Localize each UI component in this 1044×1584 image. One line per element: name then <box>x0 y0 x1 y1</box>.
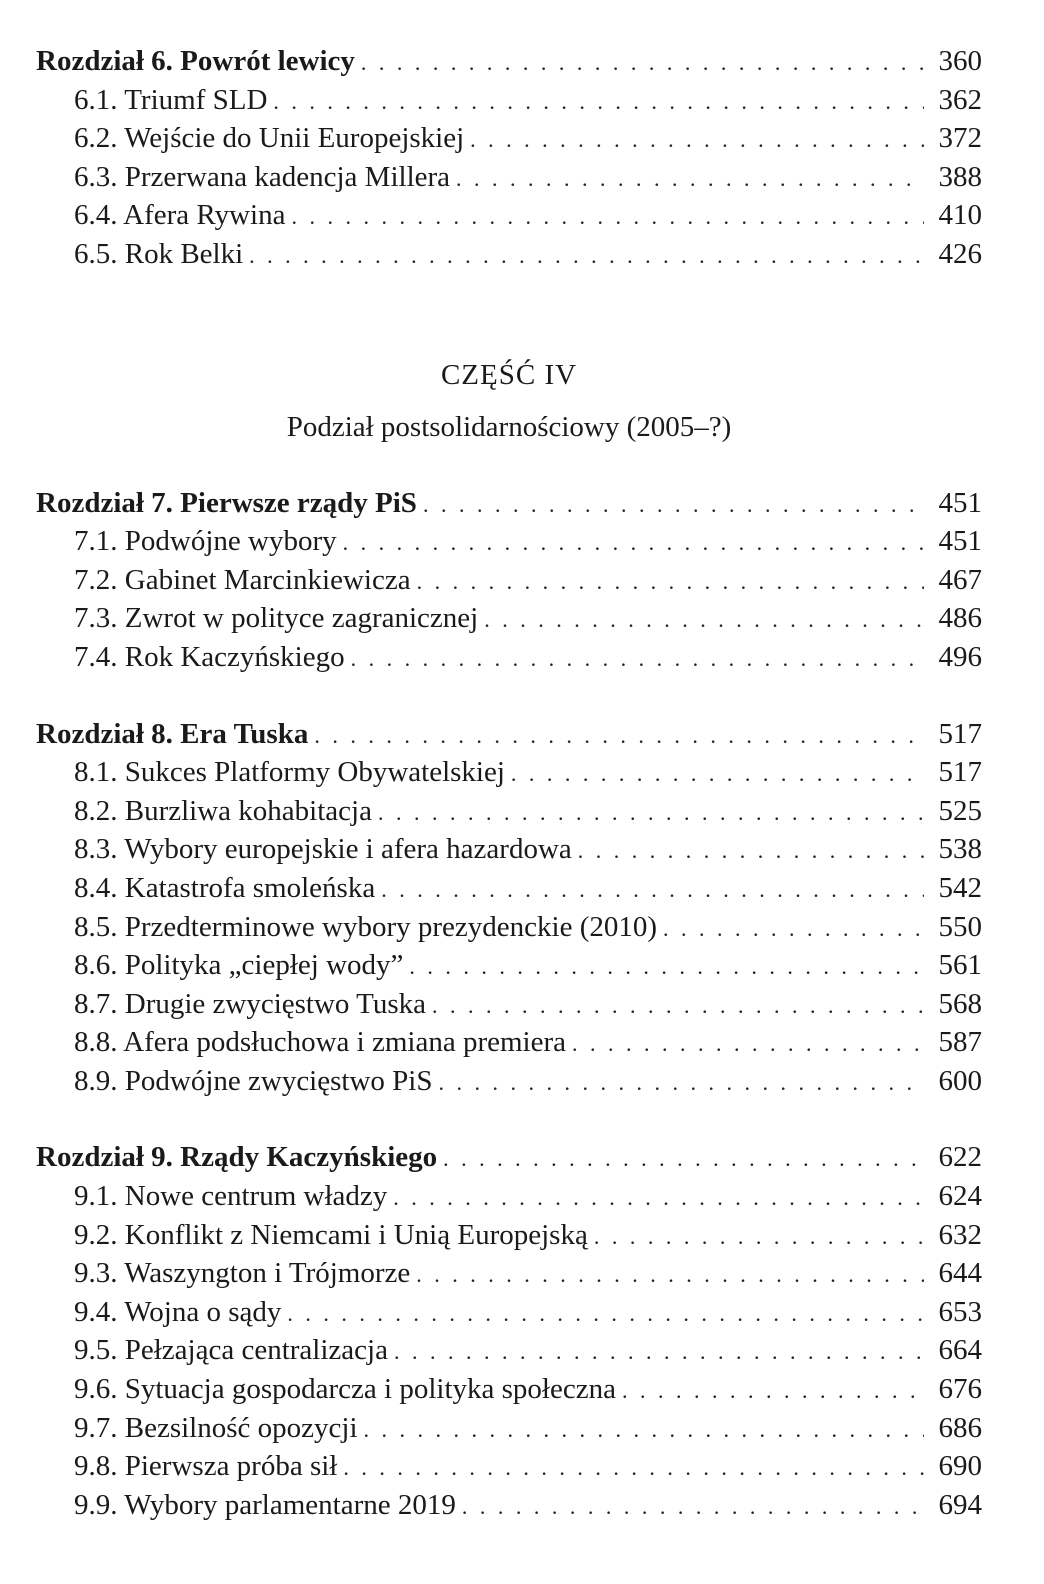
toc-entry <box>36 792 982 831</box>
dot-leader <box>594 1218 924 1257</box>
dot-leader <box>343 524 924 563</box>
entry-title: 9.2. Konflikt z Niemcami i Unią Europejską <box>74 1218 588 1251</box>
entry-title: 8.5. Przedterminowe wybory prezydenckie (2010) <box>74 910 658 943</box>
page-number: 426 <box>938 237 982 270</box>
page-number: 372 <box>938 122 982 155</box>
entry-title: 8.7. Drugie zwycięstwo Tuska <box>74 987 427 1020</box>
toc-entry <box>36 1331 982 1370</box>
page-number: 451 <box>938 486 982 519</box>
page-number: 451 <box>938 525 982 558</box>
page-number: 410 <box>938 199 982 232</box>
dot-leader <box>572 1025 924 1064</box>
dot-leader <box>287 1295 924 1334</box>
entry-title: 9.1. Nowe centrum władzy <box>74 1180 388 1213</box>
entry-title: 6.2. Wejście do Unii Europejskiej <box>74 122 465 155</box>
toc-entry <box>36 1486 982 1525</box>
entry-title: 8.8. Afera podsłuchowa i zmiana premiera <box>74 1026 567 1059</box>
part-subtitle: Podział postsolidarnościowy (2005–?) <box>286 410 732 443</box>
page-number: 686 <box>938 1411 982 1444</box>
toc-entry <box>36 235 982 274</box>
entry-title: 9.5. Pełzająca centralizacja <box>74 1334 388 1367</box>
toc-entry <box>36 985 982 1024</box>
chapter-9-section <box>36 1138 982 1524</box>
page-number: 467 <box>938 563 982 596</box>
chapter-6-entry <box>36 42 982 81</box>
entry-title: 8.6. Polityka „ciepłej wody” <box>74 949 404 982</box>
page-number: 568 <box>938 987 982 1020</box>
page-number: 561 <box>938 949 982 982</box>
entry-title: 9.6. Sytuacja gospodarcza i polityka społeczna <box>74 1373 616 1406</box>
page-number: 653 <box>938 1295 982 1328</box>
toc-entry <box>36 81 982 120</box>
page-number: 622 <box>938 1141 982 1174</box>
page-number: 624 <box>938 1180 982 1213</box>
toc-entry <box>36 561 982 600</box>
dot-leader <box>578 832 924 871</box>
entry-title: 6.3. Przerwana kadencja Millera <box>74 160 451 193</box>
entry-title: 8.1. Sukces Platformy Obywatelskiej <box>74 756 505 789</box>
entry-title: 7.1. Podwójne wybory <box>74 525 337 558</box>
dot-leader <box>351 640 924 679</box>
dot-leader <box>484 601 924 640</box>
dot-leader <box>443 1140 924 1179</box>
toc-entry <box>36 1409 982 1448</box>
page-number: 587 <box>938 1026 982 1059</box>
dot-leader <box>438 1064 924 1103</box>
page-number: 538 <box>938 833 982 866</box>
dot-leader <box>364 1411 924 1450</box>
toc-entry <box>36 1254 982 1293</box>
chapter-8-entry <box>36 715 982 754</box>
page-number: 486 <box>938 602 982 635</box>
chapter-6-section <box>36 42 982 274</box>
chapter-8-section <box>36 715 982 1101</box>
page-number: 360 <box>938 45 982 77</box>
page-number: 694 <box>938 1488 982 1521</box>
chapter-title: Rozdział 7. Pierwsze rządy PiS <box>36 486 417 519</box>
toc-entry <box>36 1062 982 1101</box>
entry-title: 7.2. Gabinet Marcinkiewicza <box>74 563 411 596</box>
chapter-title: Rozdział 8. Era Tuska <box>36 717 309 750</box>
toc-entry <box>36 1370 982 1409</box>
toc-entry <box>36 1216 982 1255</box>
page-number: 664 <box>938 1334 982 1367</box>
toc-entry <box>36 753 982 792</box>
dot-leader <box>417 563 924 602</box>
page-number: 517 <box>938 756 982 789</box>
entry-title: 7.4. Rok Kaczyńskiego <box>74 640 345 673</box>
page-number: 542 <box>938 871 982 904</box>
entry-title: 8.9. Podwójne zwycięstwo PiS <box>74 1064 433 1097</box>
entry-title: 9.3. Waszyngton i Trójmorze <box>74 1257 411 1290</box>
dot-leader <box>381 871 924 910</box>
chapter-7-section <box>36 484 982 677</box>
dot-leader <box>456 160 924 199</box>
entry-title: 7.3. Zwrot w polityce zagranicznej <box>74 602 479 635</box>
page-number: 644 <box>938 1257 982 1290</box>
page-number: 496 <box>938 640 982 673</box>
entry-title: 6.4. Afera Rywina <box>74 199 286 232</box>
dot-leader <box>361 44 924 83</box>
toc-entry <box>36 638 982 677</box>
toc-entry <box>36 869 982 908</box>
dot-leader <box>462 1488 924 1527</box>
entry-title: 9.9. Wybory parlamentarne 2019 <box>74 1488 456 1521</box>
page-number: 517 <box>938 717 982 750</box>
dot-leader <box>343 1449 924 1488</box>
dot-leader <box>273 83 924 122</box>
dot-leader <box>663 910 924 949</box>
entry-title: 9.8. Pierwsza próba sił <box>74 1450 338 1483</box>
dot-leader <box>249 237 924 276</box>
dot-leader <box>291 198 924 237</box>
part-heading: CZĘŚĆ IV <box>440 358 578 391</box>
dot-leader <box>314 717 924 756</box>
page-number: 632 <box>938 1218 982 1251</box>
chapter-7-entry <box>36 484 982 523</box>
table-of-contents <box>36 42 982 1562</box>
toc-entry <box>36 1293 982 1332</box>
page-number: 690 <box>938 1450 982 1483</box>
toc-entry <box>36 1447 982 1486</box>
entry-title: 9.7. Bezsilność opozycji <box>74 1411 358 1444</box>
dot-leader <box>394 1333 924 1372</box>
toc-entry <box>36 158 982 197</box>
toc-entry <box>36 119 982 158</box>
page-number: 600 <box>938 1064 982 1097</box>
toc-entry <box>36 830 982 869</box>
chapter-title: Rozdział 9. Rządy Kaczyńskiego <box>36 1141 438 1174</box>
dot-leader <box>622 1372 924 1411</box>
dot-leader <box>470 121 924 160</box>
dot-leader <box>393 1179 924 1218</box>
entry-title: 6.1. Triumf SLD <box>74 83 268 116</box>
dot-leader <box>416 1256 924 1295</box>
entry-title: 8.4. Katastrofa smoleńska <box>74 871 376 904</box>
page-number: 676 <box>938 1373 982 1406</box>
toc-entry <box>36 1177 982 1216</box>
page-number: 362 <box>938 83 982 116</box>
entry-title: 8.3. Wybory europejskie i afera hazardowa <box>74 833 572 866</box>
page-number: 550 <box>938 910 982 943</box>
dot-leader <box>423 486 924 525</box>
page-number: 388 <box>938 160 982 193</box>
page-number: 525 <box>938 794 982 827</box>
toc-entry <box>36 196 982 235</box>
toc-entry <box>36 522 982 561</box>
entry-title: 8.2. Burzliwa kohabitacja <box>74 794 372 827</box>
chapter-title: Rozdział 6. Powrót lewicy <box>36 45 355 77</box>
part-4-heading-block <box>36 356 982 446</box>
toc-entry <box>36 946 982 985</box>
dot-leader <box>432 987 924 1026</box>
dot-leader <box>409 948 924 987</box>
entry-title: 6.5. Rok Belki <box>74 237 244 270</box>
dot-leader <box>378 794 924 833</box>
entry-title: 9.4. Wojna o sądy <box>74 1295 282 1328</box>
toc-entry <box>36 908 982 947</box>
toc-entry <box>36 599 982 638</box>
toc-entry <box>36 1023 982 1062</box>
dot-leader <box>511 755 924 794</box>
chapter-9-entry <box>36 1138 982 1177</box>
